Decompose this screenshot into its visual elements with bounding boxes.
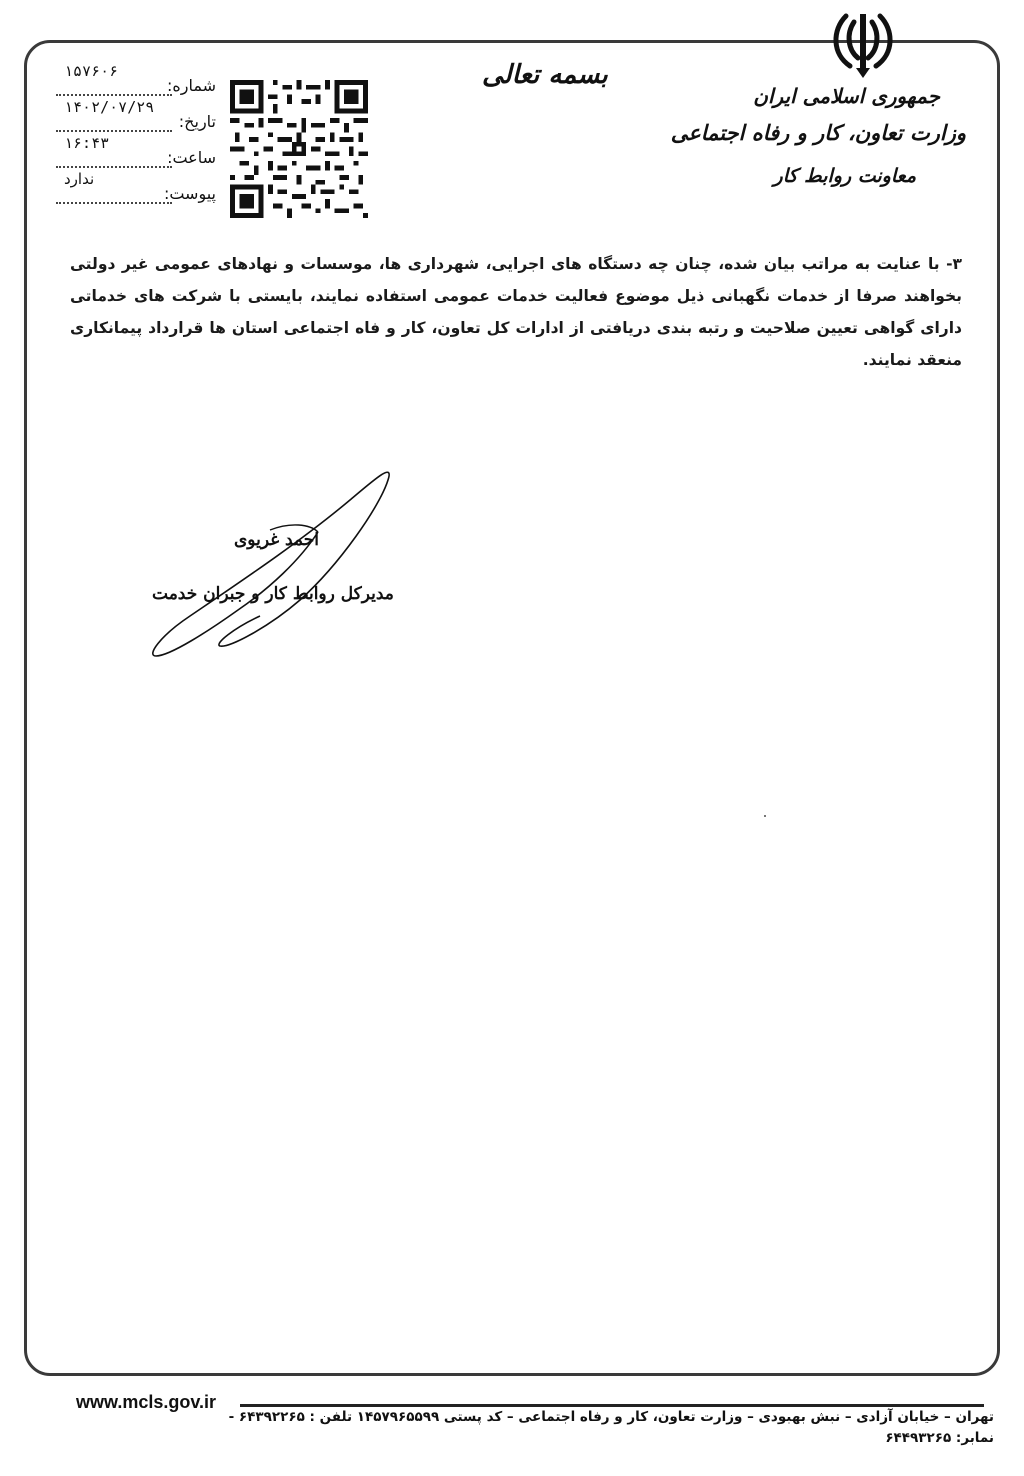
website-link[interactable]: www.mcls.gov.ir xyxy=(76,1392,217,1412)
time-value: ۱۶:۴۳ xyxy=(64,134,110,152)
attachment-row xyxy=(56,170,216,206)
dotted-line xyxy=(56,202,172,204)
attachment-value: ندارد xyxy=(64,170,95,188)
signer-name: احمد غریوی xyxy=(234,530,319,550)
letter-body-paragraph: ۳- با عنایت به مراتب بیان شده، چنان چه دستگاه های اجرایی، شهرداری ها، موسسات و نهادهای عمومی غیر دولتی بخواهند صرفا از خدمات نگهبانی ذیل موضوع فعالیت خدمات عمومی استفاده نمایند، بایستی با شرکت های خدماتی دارای گواهی تعیین صلاحیت و رتبه بندی دریافتی از ادارات کل تعاون، کار و فاه اجتماعی استان ها قرارداد پیمانکاری منعقد نمایند. xyxy=(70,255,962,369)
number-value: ۱۵۷۶۰۶ xyxy=(64,62,119,80)
country-name: جمهوری اسلامی ایران xyxy=(753,84,940,108)
dotted-line xyxy=(56,94,172,96)
ministry-header xyxy=(671,84,966,187)
invocation-heading: بسمه تعالی xyxy=(482,60,608,90)
signature-scribble-icon xyxy=(150,460,400,660)
footer-divider xyxy=(240,1404,984,1407)
letter-frame xyxy=(24,40,1000,1376)
date-value: ۱۴۰۲/۰۷/۲۹ xyxy=(64,98,155,116)
qr-code-icon xyxy=(230,78,368,220)
number-label: شماره: xyxy=(166,76,216,95)
time-label: ساعت: xyxy=(167,148,216,167)
time-row xyxy=(56,134,216,170)
date-row xyxy=(56,98,216,134)
footer-address: تهران – خیابان آزادی – نبش بهبودی – وزارت تعاون، کار و رفاه اجتماعی – کد پستی ۱۴۵۷۹۶۵۵۹۹ تلفن : ۶۴۳۹۲۲۶۵ - xyxy=(228,1409,994,1425)
department-name: معاونت روابط کار xyxy=(773,165,916,187)
dotted-line xyxy=(56,130,172,132)
letter-meta xyxy=(56,62,216,206)
ministry-name: وزارت تعاون، کار و رفاه اجتماعی xyxy=(670,120,966,145)
attachment-label: پیوست: xyxy=(163,184,216,203)
signer-title: مدیرکل روابط کار و جبران خدمت xyxy=(152,584,394,604)
footer-fax: نمابر: ۶۴۴۹۳۲۶۵ xyxy=(885,1430,994,1446)
iran-emblem-icon xyxy=(826,8,900,80)
footer xyxy=(24,1408,994,1447)
dotted-line xyxy=(56,166,172,168)
number-row xyxy=(56,62,216,98)
speck xyxy=(764,815,766,817)
date-label: تاریخ: xyxy=(178,112,216,131)
